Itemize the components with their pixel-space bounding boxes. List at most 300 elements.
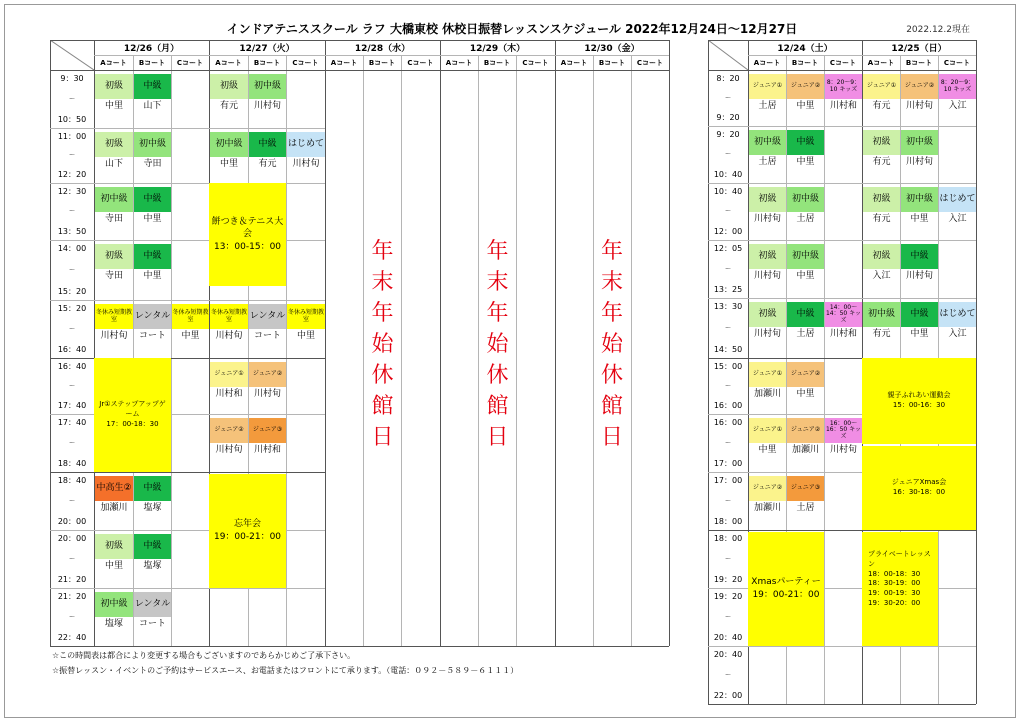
closed-char: 年: [371, 239, 394, 264]
event-bonenkai[interactable]: [209, 474, 286, 588]
time-start: 15：20: [57, 304, 87, 313]
lesson-cell[interactable]: [939, 74, 976, 115]
lesson-class: 8：20～9：10 キッズ: [939, 74, 976, 99]
lesson-class: 冬休み短期教室: [95, 304, 133, 329]
lesson-class: はじめて: [939, 187, 976, 212]
lesson-coach: 土居: [796, 503, 815, 514]
grid-hline: [50, 70, 669, 71]
lesson-cell[interactable]: [901, 130, 938, 171]
lesson-class: ジュニア②: [787, 362, 824, 387]
time-start: 21：20: [57, 592, 87, 601]
grid-vline: [401, 55, 402, 646]
event-name: 親子ふれあい運動会: [887, 391, 951, 400]
time-end: 16：00: [713, 401, 743, 411]
time-slot: [708, 74, 748, 124]
lesson-class: 初中級: [210, 132, 248, 157]
lesson-cell[interactable]: [134, 304, 171, 345]
lesson-coach: 川村旬: [253, 101, 281, 112]
grid-hline: [50, 128, 325, 129]
lesson-cell[interactable]: [134, 534, 171, 575]
grid-hline: [50, 472, 325, 473]
lesson-cell[interactable]: [787, 187, 824, 228]
lesson-cell[interactable]: [901, 74, 938, 115]
lesson-cell[interactable]: [863, 244, 900, 285]
lesson-coach: 川村和: [215, 389, 243, 400]
time-tilde: ～: [68, 95, 75, 103]
lesson-class: 初級: [95, 244, 133, 269]
lesson-coach: 有元: [872, 101, 891, 112]
lesson-cell[interactable]: [249, 304, 286, 345]
closed-char: 始: [486, 332, 509, 357]
lesson-class: 初級: [863, 187, 900, 212]
lesson-cell[interactable]: [172, 304, 209, 345]
lesson-coach: 中里: [181, 331, 200, 342]
lesson-class: ジュニア③: [249, 418, 286, 443]
lesson-coach: 入江: [872, 271, 891, 282]
lesson-coach: 入江: [948, 101, 967, 112]
lesson-cell[interactable]: [749, 244, 786, 285]
lesson-coach: 中里: [796, 271, 815, 282]
time-tilde: ～: [68, 382, 75, 390]
lesson-class: ジュニア①: [749, 74, 786, 99]
lesson-coach: 有元: [219, 101, 238, 112]
lesson-coach: 入江: [948, 214, 967, 225]
time-start: 12：05: [713, 244, 743, 253]
time-slot: [50, 362, 94, 412]
lesson-cell[interactable]: [825, 302, 862, 343]
lesson-class: 初級: [210, 74, 248, 99]
time-end: 9：20: [716, 113, 740, 123]
day-header: 12/25（日）: [891, 44, 947, 54]
time-slot: [708, 187, 748, 238]
time-tilde: ～: [724, 208, 731, 216]
lesson-cell[interactable]: [287, 132, 325, 173]
lesson-cell[interactable]: [863, 130, 900, 171]
grid-hline: [50, 588, 325, 589]
closed-char: 日: [600, 425, 623, 450]
court-header: Aコート: [753, 58, 781, 67]
grid-vline: [631, 55, 632, 646]
lesson-coach: 塩塚: [143, 503, 162, 514]
time-slot: [708, 592, 748, 644]
lesson-cell[interactable]: [825, 418, 862, 459]
closed-char: 館: [486, 394, 509, 419]
lesson-class: 初中級: [787, 187, 824, 212]
lesson-coach: 中里: [910, 214, 929, 225]
event-time: 15：00-16：30: [892, 401, 946, 409]
lesson-class: 初中級: [863, 302, 900, 327]
page-title: インドアテニススクール ラフ 大橋東校 休校日振替レッスンスケジュール 2022年12月24日～12月27日: [226, 22, 798, 36]
lesson-cell[interactable]: [249, 418, 286, 459]
closed-char: 休: [600, 363, 623, 388]
time-start: 9：30: [60, 74, 84, 83]
lesson-cell[interactable]: [939, 187, 976, 228]
time-end: 15：20: [57, 287, 87, 297]
lesson-class: 中級: [249, 132, 286, 157]
time-start: 13：30: [713, 302, 743, 311]
time-end: 18：00: [713, 517, 743, 527]
time-tilde: ～: [68, 266, 75, 274]
time-start: 14：00: [57, 244, 87, 253]
time-end: 10：40: [713, 170, 743, 180]
event-mochi-tennis[interactable]: [209, 183, 286, 286]
lesson-class: ジュニア②: [901, 74, 938, 99]
lesson-class: 中級: [134, 476, 171, 501]
time-end: 18：40: [57, 459, 87, 469]
private-lesson-title: プライベートレッスン: [868, 550, 931, 568]
event-name: ジュニアXmas会: [891, 478, 947, 487]
event-time: 16：30-18：00: [892, 488, 946, 496]
lesson-cell[interactable]: [787, 130, 824, 171]
time-start: 16：40: [57, 362, 87, 371]
closed-char: 日: [486, 425, 509, 450]
lesson-coach: 有元: [872, 157, 891, 168]
time-tilde: ～: [68, 439, 75, 447]
lesson-cell[interactable]: [749, 74, 786, 115]
closed-day-text: [368, 236, 398, 453]
note-reservation: ☆振替レッスン・イベントのご予約はサービスエース、お電話またはフロントにて承ります。（電話：０９２－５８９－６１１１）: [52, 666, 519, 675]
court-header: Bコート: [483, 58, 511, 67]
closed-day-text: [597, 236, 627, 453]
grid-hline: [50, 414, 325, 415]
lesson-class: ジュニア②: [787, 74, 824, 99]
closed-char: 休: [371, 363, 394, 388]
grid-vline: [669, 40, 670, 646]
lesson-coach: 川村旬: [905, 157, 933, 168]
lesson-cell[interactable]: [901, 244, 938, 285]
time-end: 17：00: [713, 459, 743, 469]
lesson-coach: 塩塚: [143, 561, 162, 572]
time-end: 14：50: [713, 345, 743, 355]
lesson-cell[interactable]: [749, 130, 786, 171]
event-name: Xmasパーティー: [751, 577, 821, 588]
lesson-class: 中級: [134, 244, 171, 269]
lesson-cell[interactable]: [95, 244, 133, 285]
day-header: 12/27（火）: [239, 44, 295, 54]
lesson-class: 初中級: [749, 130, 786, 155]
court-header: Bコート: [253, 58, 281, 67]
lesson-cell[interactable]: [95, 476, 133, 517]
lesson-class: 中級: [787, 302, 824, 327]
lesson-cell[interactable]: [749, 362, 786, 403]
lesson-cell[interactable]: [863, 74, 900, 115]
time-slot: [50, 187, 94, 238]
private-lesson-time: 19：00-19：30: [868, 589, 921, 598]
lesson-class: ジュニア①: [749, 362, 786, 387]
court-header: Aコート: [445, 58, 473, 67]
closed-char: 始: [371, 332, 394, 357]
closed-char: 末: [486, 270, 509, 295]
lesson-coach: 土居: [796, 329, 815, 340]
lesson-coach: 塩塚: [104, 619, 123, 630]
lesson-cell[interactable]: [787, 476, 824, 517]
grid-hline: [50, 358, 325, 359]
court-header: Bコート: [138, 58, 166, 67]
grid-vline: [555, 40, 556, 646]
closed-char: 日: [371, 425, 394, 450]
lesson-class: ジュニア②: [787, 418, 824, 443]
event-oyako-undokai[interactable]: [862, 358, 976, 444]
lesson-cell[interactable]: [95, 304, 133, 345]
closed-char: 末: [600, 270, 623, 295]
event-junior-xmas[interactable]: [862, 446, 976, 530]
lesson-class: ジュニア①: [210, 362, 248, 387]
event-time: 19：00-21：00: [752, 590, 820, 600]
event-time: 13：00-15：00: [213, 241, 282, 252]
closed-char: 年: [371, 301, 394, 326]
lesson-cell[interactable]: [749, 187, 786, 228]
lesson-class: 初級: [863, 130, 900, 155]
time-tilde: ～: [724, 265, 731, 273]
lesson-cell[interactable]: [95, 187, 133, 228]
lesson-coach: 土居: [758, 101, 777, 112]
lesson-cell[interactable]: [939, 302, 976, 343]
lesson-cell[interactable]: [825, 74, 862, 115]
lesson-class: 冬休み短期教室: [287, 304, 325, 329]
lesson-coach: 有元: [872, 214, 891, 225]
lesson-class: 初中級: [95, 592, 133, 617]
closed-char: 年: [600, 301, 623, 326]
court-header: Bコート: [791, 58, 819, 67]
lesson-class: 初中級: [787, 244, 824, 269]
time-slot: [50, 74, 94, 126]
lesson-cell[interactable]: [287, 304, 325, 345]
time-start: 20：40: [713, 650, 743, 659]
time-slot: [708, 130, 748, 181]
lesson-coach: 加瀬川: [791, 445, 819, 456]
time-tilde: ～: [724, 94, 731, 102]
time-slot: [708, 244, 748, 296]
day-header: 12/28（水）: [354, 44, 411, 54]
lesson-cell[interactable]: [863, 302, 900, 343]
time-slot: [708, 650, 748, 702]
time-start: 17：00: [713, 476, 743, 485]
lesson-class: 冬休み短期教室: [210, 304, 248, 329]
time-start: 8：20: [716, 74, 740, 83]
day-header: 12/29（木）: [469, 44, 526, 54]
event-private-lesson[interactable]: [862, 532, 938, 646]
lesson-cell[interactable]: [863, 187, 900, 228]
time-start: 20：00: [57, 534, 87, 543]
event-time: 17：00-18：30: [106, 419, 159, 428]
time-slot: [50, 244, 94, 298]
lesson-coach: 有元: [258, 159, 277, 170]
time-end: 12：20: [57, 170, 87, 180]
time-slot: [708, 476, 748, 528]
day-header: 12/26（月）: [123, 44, 180, 54]
lesson-cell[interactable]: [249, 362, 286, 403]
lesson-class: 初級: [749, 187, 786, 212]
lesson-cell[interactable]: [749, 418, 786, 459]
lesson-cell[interactable]: [249, 74, 286, 115]
private-lesson-time: 18：00-18：30: [868, 569, 921, 578]
lesson-class: 中級: [134, 534, 171, 559]
lesson-cell[interactable]: [210, 362, 248, 403]
event-name: 忘年会: [233, 519, 261, 530]
time-start: 18：40: [57, 476, 87, 485]
lesson-coach: 川村旬: [905, 271, 933, 282]
court-header: Cコート: [176, 58, 204, 67]
lesson-cell[interactable]: [901, 187, 938, 228]
time-end: 12：00: [713, 227, 743, 237]
header-corner-diagonal-right: [708, 40, 748, 70]
court-header: Aコート: [867, 58, 895, 67]
lesson-cell[interactable]: [787, 418, 824, 459]
lesson-class: 初級: [863, 244, 900, 269]
lesson-class: ジュニア①: [863, 74, 900, 99]
lesson-cell[interactable]: [901, 302, 938, 343]
time-tilde: ～: [68, 208, 75, 216]
grid-vline: [593, 55, 594, 646]
closed-char: 始: [600, 332, 623, 357]
lesson-cell[interactable]: [95, 74, 133, 115]
lesson-cell[interactable]: [210, 132, 248, 173]
event-name: 餅つき＆テニス大会: [211, 216, 284, 240]
time-slot: [708, 362, 748, 412]
closed-char: 年: [600, 239, 623, 264]
private-lesson-time: 19：30-20：00: [868, 598, 921, 607]
lesson-class: ジュニア①: [749, 418, 786, 443]
lesson-cell[interactable]: [134, 132, 171, 173]
court-header: Cコート: [407, 58, 434, 67]
court-header: Bコート: [905, 58, 933, 67]
lesson-cell[interactable]: [95, 132, 133, 173]
time-end: 17：40: [57, 401, 87, 411]
grid-vline: [516, 55, 517, 646]
closed-char: 館: [371, 394, 394, 419]
lesson-cell[interactable]: [749, 476, 786, 517]
time-end: 20：00: [57, 517, 87, 527]
lesson-cell[interactable]: [134, 244, 171, 285]
lesson-cell[interactable]: [787, 244, 824, 285]
lesson-class: ジュニア②: [249, 362, 286, 387]
time-end: 20：40: [713, 633, 743, 643]
lesson-coach: 寺田: [143, 159, 162, 170]
court-header: Aコート: [215, 58, 242, 67]
time-tilde: ～: [724, 439, 731, 447]
lesson-class: 8：20～9：10 キッズ: [825, 74, 862, 99]
lesson-cell[interactable]: [210, 418, 248, 459]
lesson-coach: 入江: [948, 329, 967, 340]
lesson-coach: 川村旬: [753, 329, 781, 340]
court-header: Cコート: [829, 58, 857, 67]
lesson-coach: 川村旬: [753, 214, 781, 225]
lesson-cell[interactable]: [787, 302, 824, 343]
event-step-up-game[interactable]: [94, 358, 171, 472]
day-header: 12/24（土）: [777, 44, 833, 54]
lesson-cell[interactable]: [95, 534, 133, 575]
lesson-cell[interactable]: [134, 592, 171, 633]
lesson-class: 初中級: [249, 74, 286, 99]
lesson-cell[interactable]: [210, 74, 248, 115]
time-tilde: ～: [724, 613, 731, 621]
lesson-cell[interactable]: [787, 362, 824, 403]
grid-vline: [824, 55, 825, 704]
grid-hline: [708, 298, 976, 299]
lesson-coach: 中里: [910, 329, 929, 340]
time-slot: [50, 132, 94, 181]
lesson-coach: 中里: [796, 157, 815, 168]
lesson-coach: 中里: [143, 214, 162, 225]
lesson-coach: 中里: [796, 389, 815, 400]
lesson-cell[interactable]: [749, 302, 786, 343]
time-tilde: ～: [68, 152, 75, 160]
time-tilde: ～: [724, 151, 731, 159]
time-slot: [708, 534, 748, 586]
lesson-cell[interactable]: [134, 74, 171, 115]
time-tilde: ～: [724, 555, 731, 563]
lesson-coach: 川村和: [829, 101, 857, 112]
lesson-class: 初中級: [901, 187, 938, 212]
lesson-coach: コート: [253, 331, 281, 342]
event-xmas-party[interactable]: [748, 532, 824, 646]
closed-char: 年: [486, 239, 509, 264]
grid-vline: [478, 55, 479, 646]
lesson-coach: コート: [138, 331, 166, 342]
time-slot: [50, 476, 94, 528]
court-header: Aコート: [100, 58, 127, 67]
lesson-cell[interactable]: [134, 187, 171, 228]
lesson-class: 14：00～14：50 キッズ: [825, 302, 862, 327]
time-tilde: ～: [68, 555, 75, 563]
lesson-cell[interactable]: [787, 74, 824, 115]
time-tilde: ～: [68, 613, 75, 621]
time-start: 17：40: [57, 418, 87, 427]
lesson-coach: 山下: [104, 159, 123, 170]
closed-char: 館: [600, 394, 623, 419]
lesson-class: 中高生②: [95, 476, 133, 501]
lesson-class: ジュニア②: [749, 476, 786, 501]
time-slot: [50, 534, 94, 586]
lesson-class: 中級: [901, 244, 938, 269]
time-start: 18：00: [713, 534, 743, 543]
lesson-coach: 川村旬: [253, 389, 281, 400]
time-end: 19：20: [713, 575, 743, 585]
grid-hline: [708, 126, 976, 127]
grid-vline: [363, 55, 364, 646]
lesson-class: レンタル: [134, 304, 171, 329]
grid-vline: [171, 55, 172, 646]
grid-hline: [708, 530, 976, 531]
lesson-cell[interactable]: [134, 476, 171, 517]
lesson-coach: 中里: [143, 271, 162, 282]
grid-hline: [708, 646, 976, 647]
lesson-class: はじめて: [939, 302, 976, 327]
lesson-coach: 川村旬: [215, 445, 243, 456]
lesson-class: 初中級: [134, 132, 171, 157]
lesson-cell[interactable]: [249, 132, 286, 173]
time-end: 22：40: [57, 633, 87, 643]
grid-hline: [708, 70, 976, 71]
time-slot: [708, 302, 748, 356]
lesson-coach: 寺田: [104, 214, 123, 225]
lesson-class: 初中級: [901, 130, 938, 155]
court-header: Cコート: [636, 58, 664, 67]
closed-char: 年: [486, 301, 509, 326]
time-end: 22：00: [713, 691, 743, 701]
time-start: 19：20: [713, 592, 743, 601]
lesson-coach: 加瀬川: [753, 503, 781, 514]
lesson-cell[interactable]: [210, 304, 248, 345]
time-tilde: ～: [724, 324, 731, 332]
time-tilde: ～: [68, 325, 75, 333]
lesson-coach: 川村和: [829, 329, 857, 340]
time-tilde: ～: [724, 382, 731, 390]
court-header: Cコート: [522, 58, 549, 67]
court-header: Cコート: [292, 58, 319, 67]
lesson-cell[interactable]: [95, 592, 133, 633]
court-header: Aコート: [560, 58, 588, 67]
